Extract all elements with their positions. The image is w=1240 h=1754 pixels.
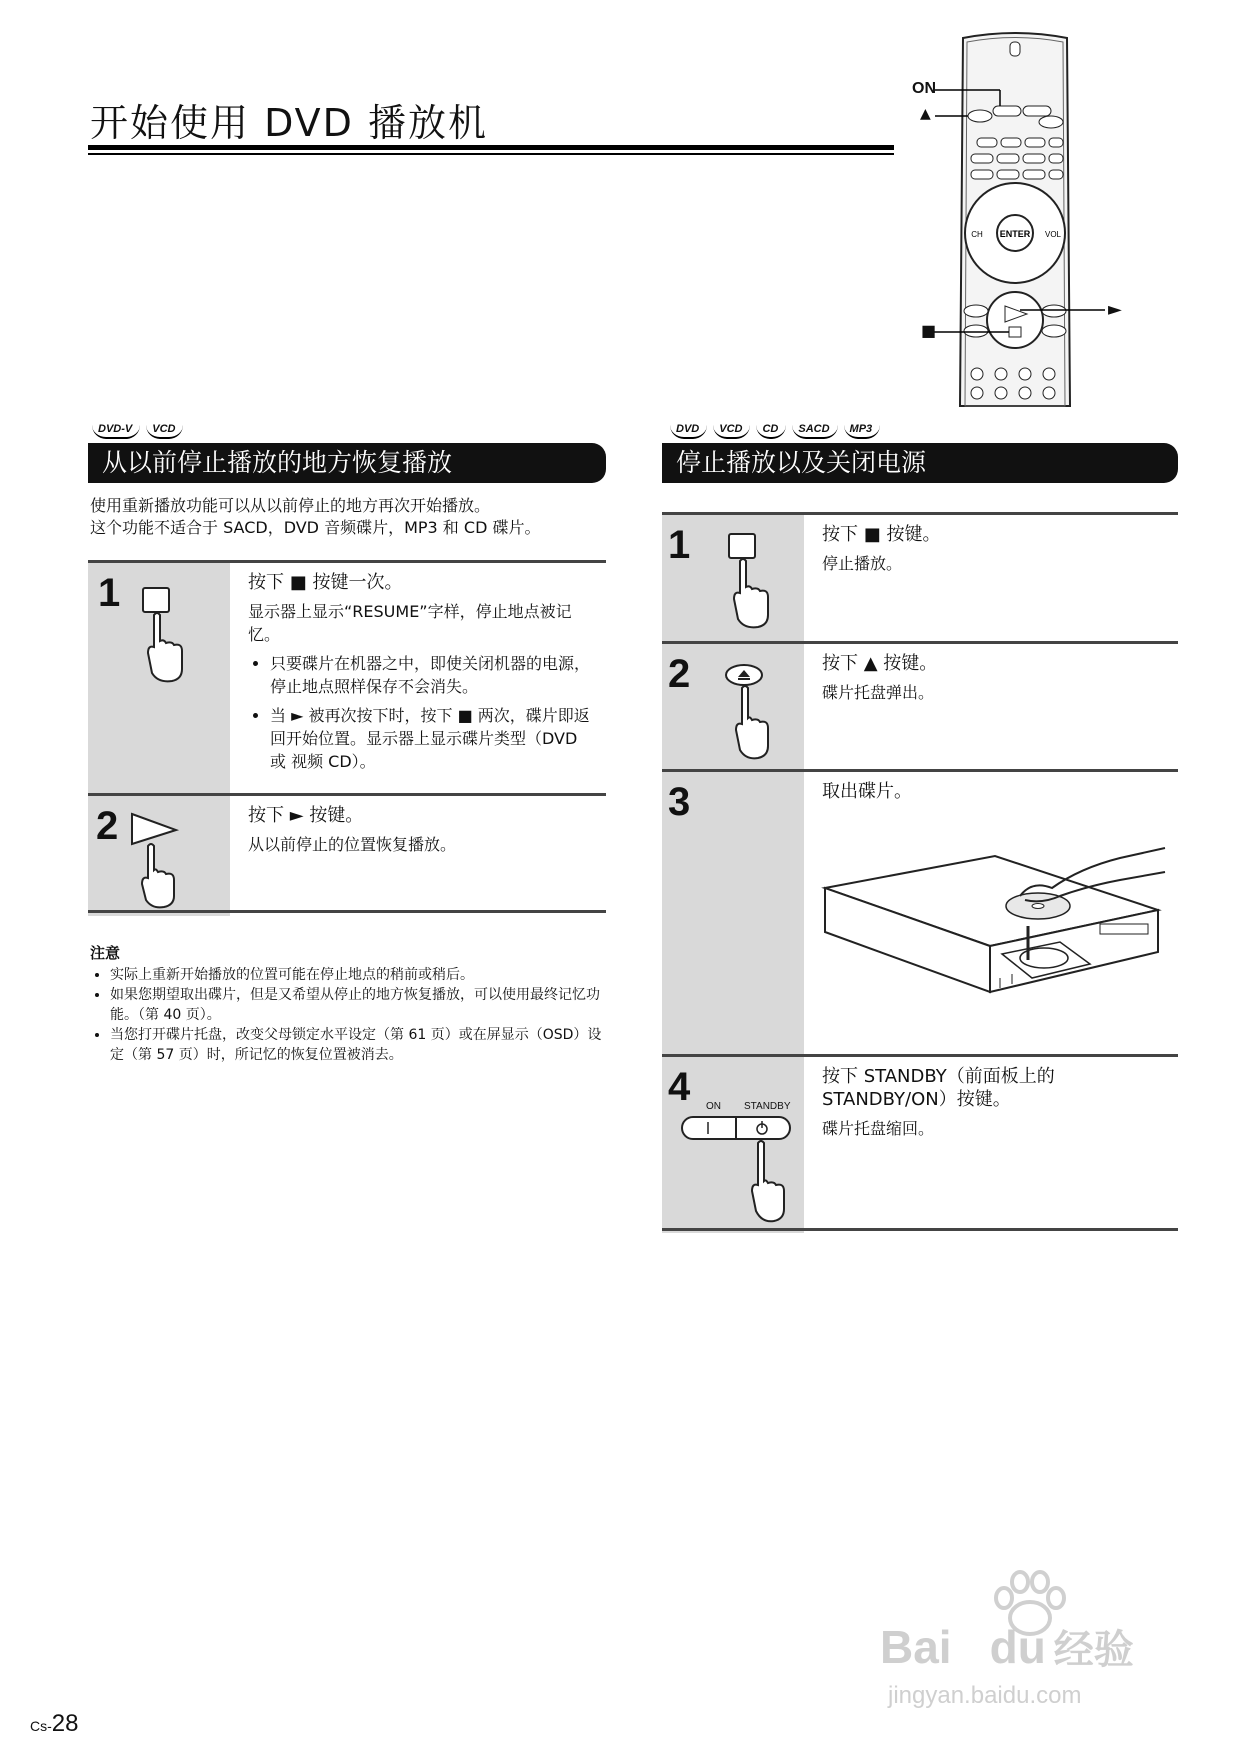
hand-press-stop-icon xyxy=(140,585,200,689)
bullet-item: • 只要碟片在机器之中，即使关闭机器的电源，停止地点照样保存不会消失。 xyxy=(270,652,598,698)
hand-press-standby-icon xyxy=(676,1113,796,1232)
notes xyxy=(90,943,610,1065)
step-instruction: 按下 ■ 按键。 xyxy=(822,524,941,545)
notes-title: 注意 xyxy=(90,944,121,962)
step-instruction: 按下 ▲ 按键。 xyxy=(822,653,938,674)
step-text xyxy=(822,652,1172,704)
disc-badge-dvdv: DVD-V xyxy=(92,423,140,439)
remote-control-drawing xyxy=(905,28,1125,408)
bullet-item: • 当 ► 被再次按下时，按下 ■ 两次，碟片即返回开始位置。显示器上显示碟片类型（DVD 或 视频 CD）。 xyxy=(270,704,598,773)
left-disc-badges xyxy=(92,423,183,439)
svg-text:VOL: VOL xyxy=(1044,230,1062,239)
svg-text:ENTER: ENTER xyxy=(999,229,1031,239)
step-text xyxy=(822,523,1172,575)
intro-line-1: 使用重新播放功能可以从以前停止的地方再次开始播放。 xyxy=(90,496,491,515)
right-disc-badges xyxy=(670,423,880,439)
step-number: 4 xyxy=(668,1065,691,1109)
step-number: 3 xyxy=(668,780,691,824)
right-steps-bottom-rule xyxy=(662,1228,1178,1231)
step-instruction: 按下 ■ 按键一次。 xyxy=(248,572,403,593)
step-number: 2 xyxy=(96,804,119,848)
left-section-title: 从以前停止播放的地方恢复播放 xyxy=(88,443,606,483)
hand-press-play-icon xyxy=(128,810,198,914)
title-rule xyxy=(88,145,894,150)
page-number xyxy=(30,1710,78,1738)
disc-badge-cd: CD xyxy=(756,423,786,439)
step-text xyxy=(822,1065,1172,1140)
note-item: • 如果您期望取出碟片，但是又希望从停止的地方恢复播放，可以使用最终记忆功能。（第 40 页）。 xyxy=(110,985,610,1025)
disc-badge-mp3: MP3 xyxy=(844,423,881,439)
step-instruction: 按下 STANDBY（前面板上的 STANDBY/ON）按键。 xyxy=(822,1066,1055,1110)
watermark-url: jingyan.baidu.com xyxy=(888,1682,1082,1709)
step-text xyxy=(248,571,598,779)
left-intro xyxy=(90,495,610,539)
left-steps-bottom-rule xyxy=(88,910,606,913)
step-bullets xyxy=(248,652,598,773)
step-text xyxy=(822,780,1172,809)
on-button-label: ON xyxy=(706,1101,721,1112)
eject-callout-symbol: ▲ xyxy=(920,106,931,122)
play-callout-symbol: ► xyxy=(1108,299,1122,320)
page-number-prefix: Cs- xyxy=(30,1718,52,1734)
right-step-4 xyxy=(662,1054,1178,1233)
step-description: 碟片托盘缩回。 xyxy=(822,1119,935,1138)
right-step-3 xyxy=(662,769,1178,1056)
notes-list xyxy=(90,965,610,1065)
disc-badge-dvd: DVD xyxy=(670,423,707,439)
step-description: 从以前停止的位置恢复播放。 xyxy=(248,835,457,854)
page-title: 开始使用 DVD 播放机 xyxy=(90,101,489,145)
dvd-player-illustration xyxy=(820,828,1170,1052)
watermark-brand: Bai xyxy=(880,1621,952,1673)
step-number: 1 xyxy=(98,571,121,615)
hand-press-eject-icon xyxy=(722,662,792,766)
step-number: 2 xyxy=(668,652,691,696)
watermark-service: 经验 xyxy=(1053,1628,1134,1672)
stop-callout-symbol: ■ xyxy=(921,321,937,340)
hand-press-stop-icon xyxy=(726,531,786,635)
standby-button-label: STANDBY xyxy=(744,1101,791,1112)
left-step-2 xyxy=(88,793,606,916)
right-step-2 xyxy=(662,641,1178,771)
right-step-1 xyxy=(662,512,1178,643)
disc-badge-vcd: VCD xyxy=(146,423,183,439)
intro-line-2: 这个功能不适合于 SACD，DVD 音频碟片，MP3 和 CD 碟片。 xyxy=(90,518,541,537)
page-number-value: 28 xyxy=(51,1710,79,1737)
note-item: • 实际上重新开始播放的位置可能在停止地点的稍前或稍后。 xyxy=(110,965,610,985)
disc-badge-vcd: VCD xyxy=(713,423,750,439)
watermark xyxy=(880,1570,1180,1730)
title-rule-thin xyxy=(88,153,894,155)
on-callout-label: ON xyxy=(912,80,936,97)
right-section-title: 停止播放以及关闭电源 xyxy=(662,443,1178,483)
step-text xyxy=(248,804,598,856)
left-step-1 xyxy=(88,560,606,793)
step-instruction: 按下 ► 按键。 xyxy=(248,805,364,826)
step-description: 停止播放。 xyxy=(822,554,903,573)
disc-badge-sacd: SACD xyxy=(792,423,837,439)
step-instruction: 取出碟片。 xyxy=(822,781,912,802)
remote-illustration xyxy=(905,28,1125,408)
step-description: 碟片托盘弹出。 xyxy=(822,683,935,702)
step-number: 1 xyxy=(668,523,691,567)
note-item: • 当您打开碟片托盘，改变父母锁定水平设定（第 61 页）或在屏显示（OSD）设定（第 57 页）时，所记忆的恢复位置被消去。 xyxy=(110,1025,610,1065)
step-description: 显示器上显示“RESUME”字样，停止地点被记忆。 xyxy=(248,602,572,644)
svg-text:CH: CH xyxy=(971,230,983,239)
watermark-brand-2: du xyxy=(989,1621,1046,1673)
